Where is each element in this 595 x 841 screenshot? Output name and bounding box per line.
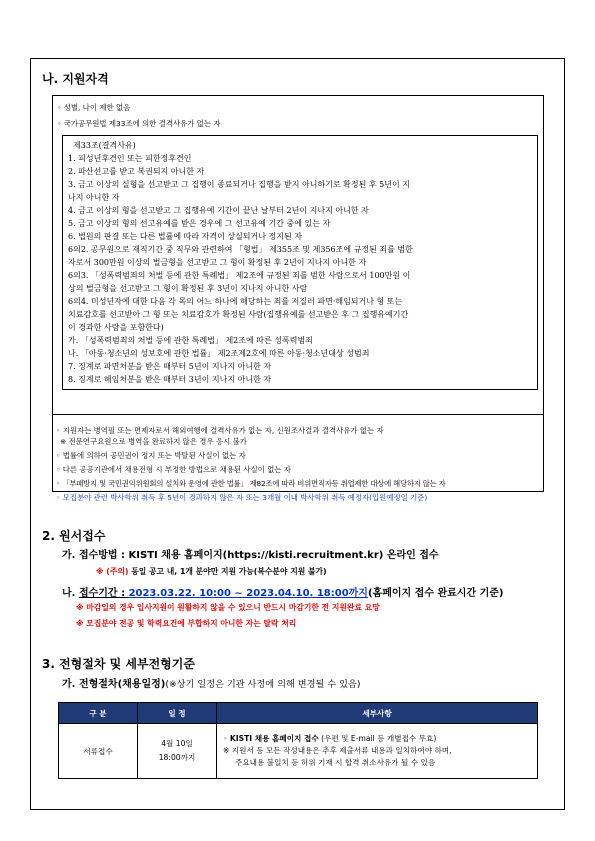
selection-subtitle (62, 675, 360, 690)
law-line: 가. 「성폭력범죄의 처벌 등에 관한 특례법」 제2조에 따른 성폭력범죄 (68, 336, 313, 345)
box-joiner-left (52, 415, 53, 419)
law-line: 제33조(결격사유) (73, 141, 136, 150)
cell-stage: 서류접수 (59, 724, 138, 779)
law-line: 나. 「아동·청소년의 성보호에 관한 법률」 제2조제2호에 따른 아동·청소년대상 성범죄 (68, 349, 370, 358)
application-method: 가. 접수방법 : KISTI 채용 홈페이지(https://kisti.recruitment.kr) 온라인 접수 (62, 550, 439, 561)
box-joiner-right (543, 415, 544, 419)
law-line: 치료감호를 선고받아 그 형 또는 치료감호가 확정된 사람(집행유예를 선고받은 후 그 집행유예기간 (68, 310, 409, 319)
schedule-table (58, 702, 538, 779)
period-prefix: 나. (62, 588, 79, 599)
detail-rest: (우편 및 E-mail 등 개별접수 무효) (318, 734, 437, 743)
law-line: 6의3. 「성폭력범죄의 처벌 등에 관한 특례법」 제2조에 규정된 죄를 범한 사람으로서 100만원 이 (68, 271, 411, 280)
period-suffix: (홈페이지 접수 완료시간 기준) (367, 588, 504, 599)
law-line: 4. 금고 이상의 형을 선고받고 그 집행유예 기간이 끝난 날부터 2년이 지나지 아니한 자 (68, 206, 369, 215)
detail-bold: KISTI 채용 홈페이지 접수 (229, 734, 319, 743)
caution-mark: ※ (주의) (96, 567, 129, 576)
law-line: 7. 징계로 파면처분을 받은 때부터 5년이 지나지 아니한 자 (68, 362, 272, 371)
law-line: 6. 법원의 판결 또는 다른 법률에 따라 자격이 상실되거나 정지된 자 (68, 232, 302, 241)
req-line-anticorruption: ◦ 「부패방지 및 국민권익위원회의 설치와 운영에 관한 법률」 제82조에 따라 비위면직자등 취업제한 대상에 해당하지 않는 자 (56, 479, 446, 488)
section-title-application: 2. 원서접수 (42, 529, 106, 543)
law-line: 상의 벌금형을 선고받고 그 형이 확정된 후 3년이 지나지 아니한 사람 (68, 284, 308, 293)
cell-date-time: 18:00까지 (158, 753, 196, 762)
law-excerpt-box (62, 135, 538, 390)
selection-subtitle-text: 가. 전형절차(채용일정) (62, 679, 166, 690)
cell-date-day: 4월 10일 (161, 739, 193, 748)
req-line-civil-rights: ◦ 법률에 의하여 공민권이 정지 또는 박탈된 사실이 없는 자 (56, 451, 246, 460)
header-stage: 구 분 (59, 703, 138, 724)
law-line: 나지 아니한 자 (68, 193, 120, 202)
law-line: 1. 피성년후견인 또는 피한정후견인 (68, 154, 192, 163)
req-note-military: ※ 전문연구요원으로 병역을 완료하지 않은 경우 응시 불가 (60, 437, 247, 446)
section-title-selection: 3. 전형절차 및 세부전형기준 (42, 657, 195, 671)
law-line: 6의2. 공무원으로 재직기간 중 직무와 관련하여 「형법」 제355조 및 제356조에 규정된 죄를 범한 (68, 245, 413, 254)
selection-subtitle-note: (※상기 일정은 기관 사정에 의해 변경될 수 있음) (165, 679, 361, 690)
cell-date (138, 724, 217, 779)
application-method-note (96, 566, 327, 577)
detail-line-2: ※ 지원서 등 모든 작성내용은 추후 제출서류 내용과 일치하여야 하며, (223, 746, 452, 755)
cell-detail (217, 724, 538, 779)
law-line: 이 경과한 사람을 포함한다) (68, 323, 164, 332)
period-note-eligibility: ※ 모집분야 전공 및 학력요건에 부합하지 아니한 자는 탈락 처리 (76, 619, 297, 628)
law-line: 2. 파산선고를 받고 복권되지 아니한 자 (68, 167, 205, 176)
req-line-phd: ◦ 모집분야 관련 박사학위 취득 후 5년이 경과하지 않은 자 또는 3개월 이내 박사학위 취득 예정자(입원예정일 기준) (56, 493, 428, 502)
law-line: 5. 금고 이상의 형의 선고유예를 받은 경우에 그 선고유예 기간 중에 있는 자 (68, 219, 331, 228)
schedule-header-row (59, 703, 538, 724)
caution-text: 동일 공고 내, 1개 분야만 지원 가능(복수분야 지원 불가) (128, 567, 327, 576)
requirements-box-bottom (52, 418, 544, 492)
section-title-requirements: 나. 지원자격 (42, 72, 109, 86)
req-line-2: ◦ 국가공무원법 제33조에 의한 결격사유가 없는 자 (57, 119, 221, 128)
law-line: 6의4. 미성년자에 대한 다음 각 목의 어느 하나에 해당하는 죄를 저질러 파면·해임되거나 형 또는 (68, 297, 403, 306)
detail-line-3: 주요내용 불일치 등 허위 기재 시 합격 취소사유가 될 수 있음 (235, 758, 436, 767)
header-detail: 세부사항 (217, 703, 538, 724)
period-note-deadline: ※ 마감일의 경우 입사지원이 원활하지 않을 수 있으니 반드시 마감기한 전 지원완료 요망 (76, 603, 380, 612)
req-line-fraud: ◦ 다른 공공기관에서 채용전형 시 부정한 방법으로 채용된 사실이 없는 자 (56, 465, 291, 474)
law-line: 8. 징계로 해임처분을 받은 때부터 3년이 지나지 아니한 자 (68, 375, 272, 384)
period-value: 2023.03.22. 10:00 ~ 2023.04.10. 18:00까지 (128, 588, 368, 599)
period-label: 접수기간 : (78, 588, 129, 599)
law-line: 3. 금고 이상의 실형을 선고받고 그 집행이 종료되거나 집행을 받지 아니하기로 확정된 후 5년이 지 (68, 180, 410, 189)
law-line: 자로서 300만원 이상의 벌금형을 선고받고 그 형이 확정된 후 2년이 지나지 아니한 자 (68, 258, 367, 267)
detail-line-1: ◦ KISTI 채용 홈페이지 접수 (우편 및 E-mail 등 개별접수 무효) (223, 734, 437, 743)
req-line-1: ◦ 성별, 나이 제한 없음 (57, 103, 131, 112)
application-period (62, 584, 504, 599)
table-row (59, 724, 538, 779)
header-date: 일 정 (138, 703, 217, 724)
req-line-military: ◦ 지원자는 병역필 또는 면제자로서 해외여행에 결격사유가 없는 자, 신원조사결과 결격사유가 없는 자 (56, 426, 384, 435)
